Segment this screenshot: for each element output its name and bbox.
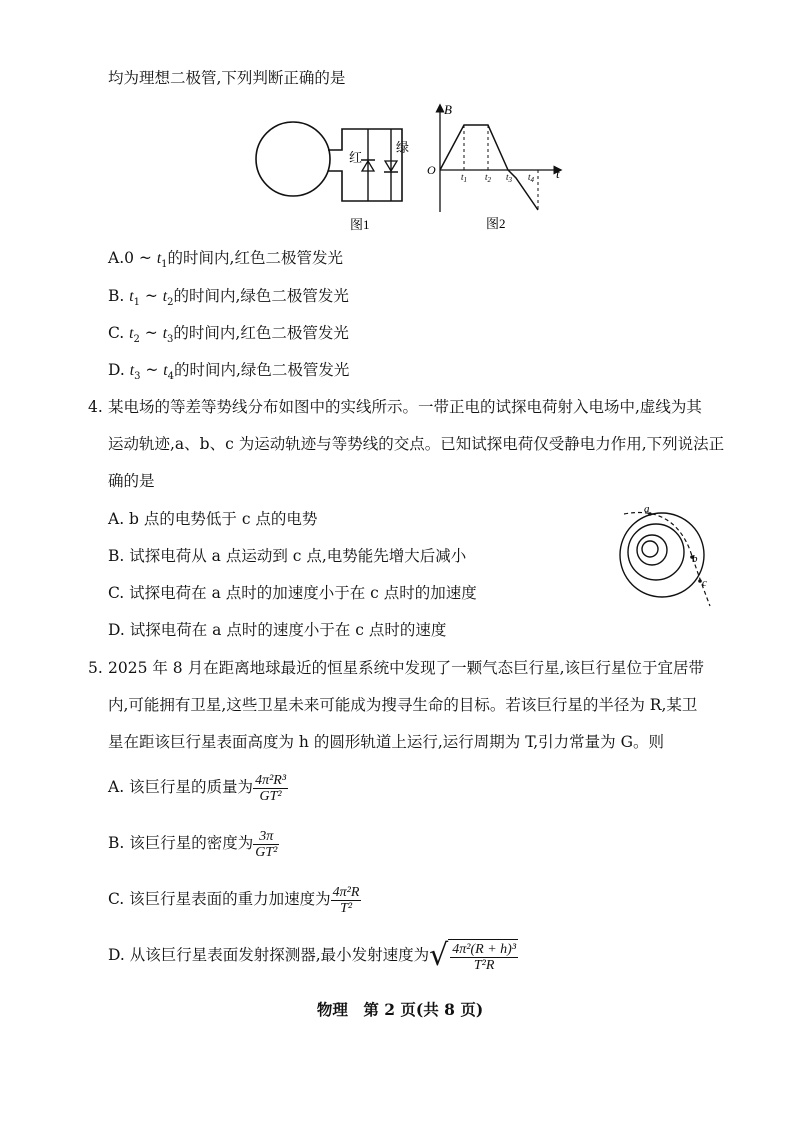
q4-option-d: D. 试探电荷在 a 点时的速度小于在 c 点时的速度 (108, 621, 447, 639)
tick-t4: $t_4$ (528, 172, 535, 184)
q4-stem-line-3: 确的是 (108, 472, 155, 490)
figure-1-circuit (250, 105, 430, 235)
q4-option-c: C. 试探电荷在 a 点时的加速度小于在 c 点时的加速度 (108, 584, 477, 602)
point-b-label: b (692, 553, 698, 565)
label-green: 绿 (396, 140, 410, 155)
figure-1-caption: 图1 (350, 217, 370, 232)
q4-stem-line-1: 某电场的等差等势线分布如图中的实线所示。一带正电的试探电荷射入电场中,虚线为其 (108, 398, 702, 416)
sqrt-icon: √ $\frac{\text{4π²(R + h)³}}{\text{T²R}}$ (429, 937, 517, 973)
q4-option-a: A. b 点的电势低于 c 点的电势 (108, 510, 318, 528)
q5-stem-line-2: 内,可能拥有卫星,这些卫星未来可能成为搜寻生命的目标。若该巨行星的半径为 R,某卫 (108, 696, 698, 714)
point-c-label: c (702, 577, 707, 589)
q4-number: 4. (88, 398, 103, 416)
x-axis-label: t (556, 166, 560, 181)
q3-option-c: C. $t_2$ ~ $t_3$的时间内,红色二极管发光 (108, 324, 349, 346)
q5-option-d: D. 从该巨行星表面发射探测器,最小发射速度为 √ $\frac{\text{4π²(R + h)³}}{\text{T²R}}$ (108, 937, 517, 973)
q5-option-c: C. 该巨行星表面的重力加速度为 $\frac{\text{4π²R}}{\text{T²}}$ (108, 884, 360, 916)
origin-label: O (427, 163, 436, 177)
label-red: 红 (349, 150, 363, 165)
coil-loop (256, 122, 330, 196)
q3-option-d: D. $t_3$ ~ $t_4$的时间内,绿色二极管发光 (108, 361, 350, 383)
y-axis-label: B (444, 102, 452, 117)
q5-stem-line-1: 2025 年 8 月在距离地球最近的恒星系统中发现了一颗气态巨行星,该巨行星位于宜居带 (108, 659, 705, 677)
q4-stem-line-2: 运动轨迹,a、b、c 为运动轨迹与等势线的交点。已知试探电荷仅受静电力作用,下列说法正 (108, 435, 725, 453)
figure-2-graph (422, 100, 572, 235)
tick-t2: $t_2$ (485, 172, 492, 184)
q3-option-b: B. $t_1$ ~ $t_2$的时间内,绿色二极管发光 (108, 287, 349, 309)
q4-option-b: B. 试探电荷从 a 点运动到 c 点,电势能先增大后减小 (108, 547, 467, 565)
q3-option-a: A.0 ~ $t_1$的时间内,红色二极管发光 (108, 249, 343, 271)
tick-t1: $t_1$ (461, 172, 468, 184)
intro-line: 均为理想二极管,下列判断正确的是 (108, 69, 346, 87)
figure-2-caption: 图2 (486, 216, 506, 231)
point-a-label: a (644, 503, 650, 515)
page-footer: 物理 第 2 页(共 8 页) (316, 1000, 484, 1019)
q5-number: 5. (88, 659, 103, 677)
q5-stem-line-3: 星在距该巨行星表面高度为 h 的圆形轨道上运行,运行周期为 T,引力常量为 G。则 (108, 733, 664, 751)
q5-option-b: B. 该巨行星的密度为 $\frac{3\pi}{\text{GT²}}$ (108, 828, 278, 860)
q5-option-a: A. 该巨行星的质量为 $\frac{\text{4π²R³}}{\text{GT²}}$ (108, 772, 287, 804)
tick-t3: $t_3$ (506, 172, 513, 184)
q4-figure-equipotentials (612, 500, 722, 610)
b-curve (440, 125, 538, 210)
